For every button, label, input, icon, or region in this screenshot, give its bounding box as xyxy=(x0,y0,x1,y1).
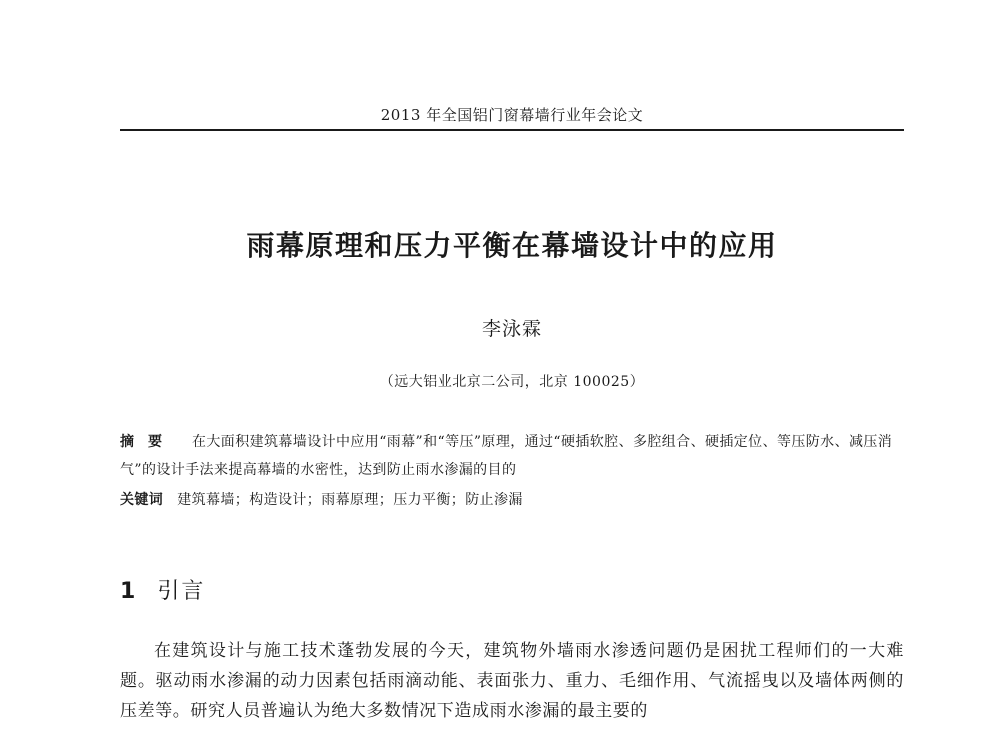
paper-affiliation: （远大铝业北京二公司，北京 100025） xyxy=(379,374,645,390)
section-paragraph: 在建筑设计与施工技术蓬勃发展的今天，建筑物外墙雨水渗透问题仍是困扰工程师们的一大难题。驱动雨水渗漏的动力因素包括雨滴动能、表面张力、重力、毛细作用、气流摇曳以及墙体两侧的压差等。研究人员普遍认为绝大多数情况下造成雨水渗漏的最主要的 xyxy=(120,641,904,721)
keywords-label: 关键词 xyxy=(120,492,164,508)
paper-author: 李泳霖 xyxy=(481,318,542,340)
section-heading xyxy=(120,574,205,605)
keywords xyxy=(120,486,904,514)
running-header: 2013 年全国铝门窗幕墙行业年会论文 xyxy=(380,106,644,124)
abstract-label: 摘要 xyxy=(120,434,176,450)
keywords-text: 建筑幕墙；构造设计；雨幕原理；压力平衡；防止渗漏 xyxy=(177,492,523,508)
section-title: 引言 xyxy=(157,579,206,604)
abstract xyxy=(120,428,904,484)
paper-title: 雨幕原理和压力平衡在幕墙设计中的应用 xyxy=(246,229,778,262)
header-rule xyxy=(120,129,904,131)
abstract-text: 在大面积建筑幕墙设计中应用“雨幕”和“等压”原理，通过“硬插软腔、多腔组合、硬插定位、等压防水、减压消气”的设计手法来提高幕墙的水密性，达到防止雨水渗漏的目的 xyxy=(120,434,893,478)
section-number: 1 xyxy=(120,579,136,604)
